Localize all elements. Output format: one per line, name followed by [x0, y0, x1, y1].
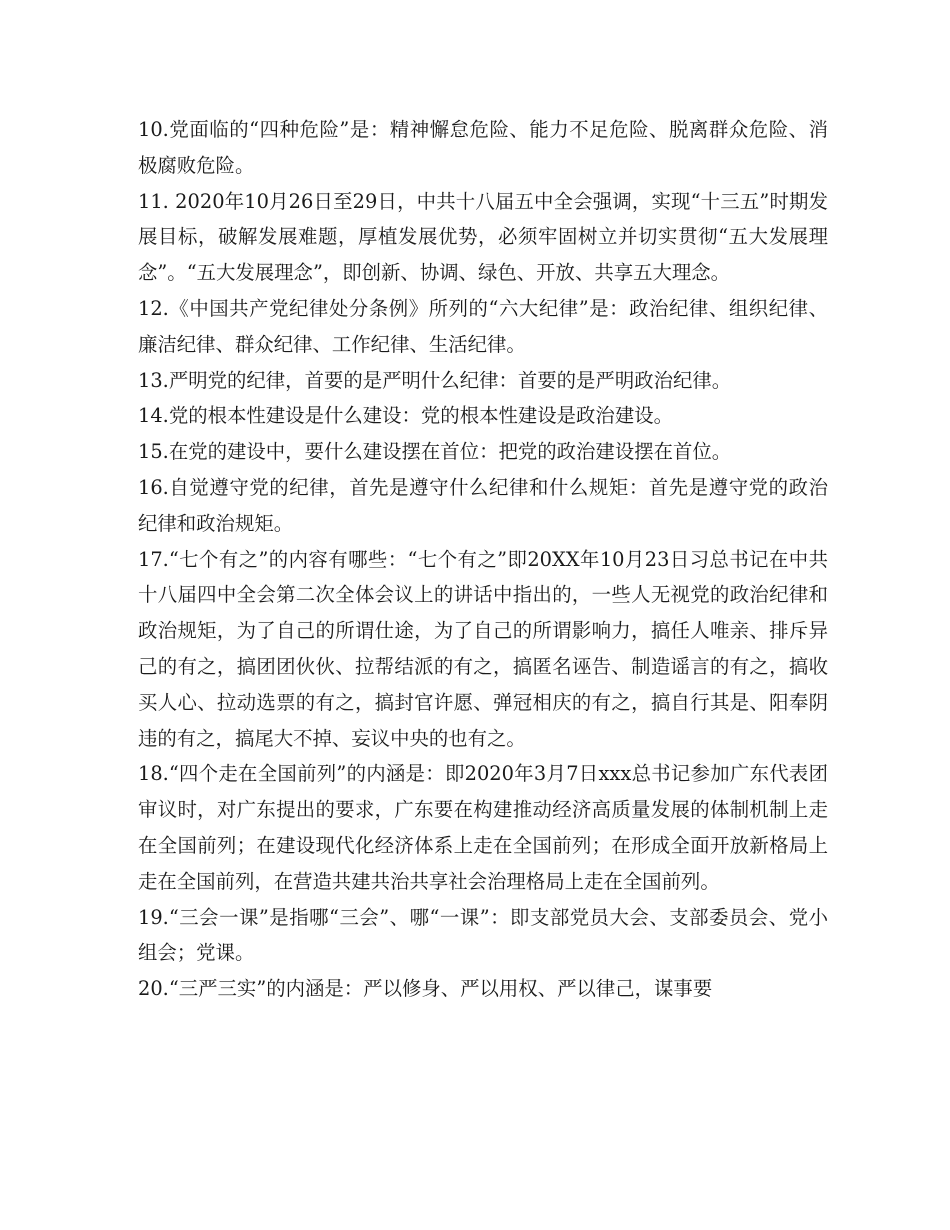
paragraph-item-10: 10.党面临的“四种危险”是：精神懈怠危险、能力不足危险、脱离群众危险、消极腐败危险。 [138, 118, 828, 177]
paragraph-item-11: 11. 2020年10月26日至29日，中共十八届五中全会强调，实现“十三五”时期发展目标，破解发展难题，厚植发展优势，必须牢固树立并切实贯彻“五大发展理念”。“五大发展理念”，即创新、协调、绿色、开放、共享五大理念。 [138, 189, 828, 285]
paragraph-item-15: 15.在党的建设中，要什么建设摆在首位：把党的政治建设摆在首位。 [138, 440, 732, 464]
paragraph-item-18: 18.“四个走在全国前列”的内涵是：即2020年3月7日xxx总书记参加广东代表团审议时，对广东提出的要求，广东要在构建推动经济高质量发展的体制机制上走在全国前列；在建设现代化经济体系上走在全国前列；在形成全面开放新格局上走在全国前列，在营造共建共治共享社会治理格局上走在全国前列。 [138, 762, 828, 893]
paragraph-item-12: 12.《中国共产党纪律处分条例》所列的“六大纪律”是：政治纪律、组织纪律、廉洁纪律、群众纪律、工作纪律、生活纪律。 [138, 296, 828, 356]
paragraph-item-17: 17.“七个有之”的内容有哪些：“七个有之”即20XX年10月23日习总书记在中共十八届四中全会第二次全体会议上的讲话中指出的，一些人无视党的政治纪律和政治规矩，为了自己的所谓仕途，为了自己的所谓影响力，搞任人唯亲、排斥异己的有之，搞团团伙伙、拉帮结派的有之，搞匿名诬告、制造谣言的有之，搞收买人心、拉动选票的有之，搞封官许愿、弹冠相庆的有之，搞自行其是、阳奉阴违的有之，搞尾大不掉、妄议中央的也有之。 [138, 547, 828, 750]
paragraph-item-14: 14.党的根本性建设是什么建设：党的根本性建设是政治建设。 [138, 404, 673, 428]
paragraph-item-13: 13.严明党的纪律，首要的是严明什么纪律：首要的是严明政治纪律。 [138, 368, 732, 392]
paragraph-item-20: 20.“三严三实”的内涵是：严以修身、严以用权、严以律己，谋事要 [138, 977, 713, 1001]
paragraph-item-19: 19.“三会一课”是指哪“三会”、哪“一课”：即支部党员大会、支部委员会、党小组会；党课。 [138, 905, 828, 965]
document-body [138, 112, 828, 1007]
paragraph-item-16: 16.自觉遵守党的纪律，首先是遵守什么纪律和什么规矩：首先是遵守党的政治纪律和政治规矩。 [138, 475, 828, 535]
